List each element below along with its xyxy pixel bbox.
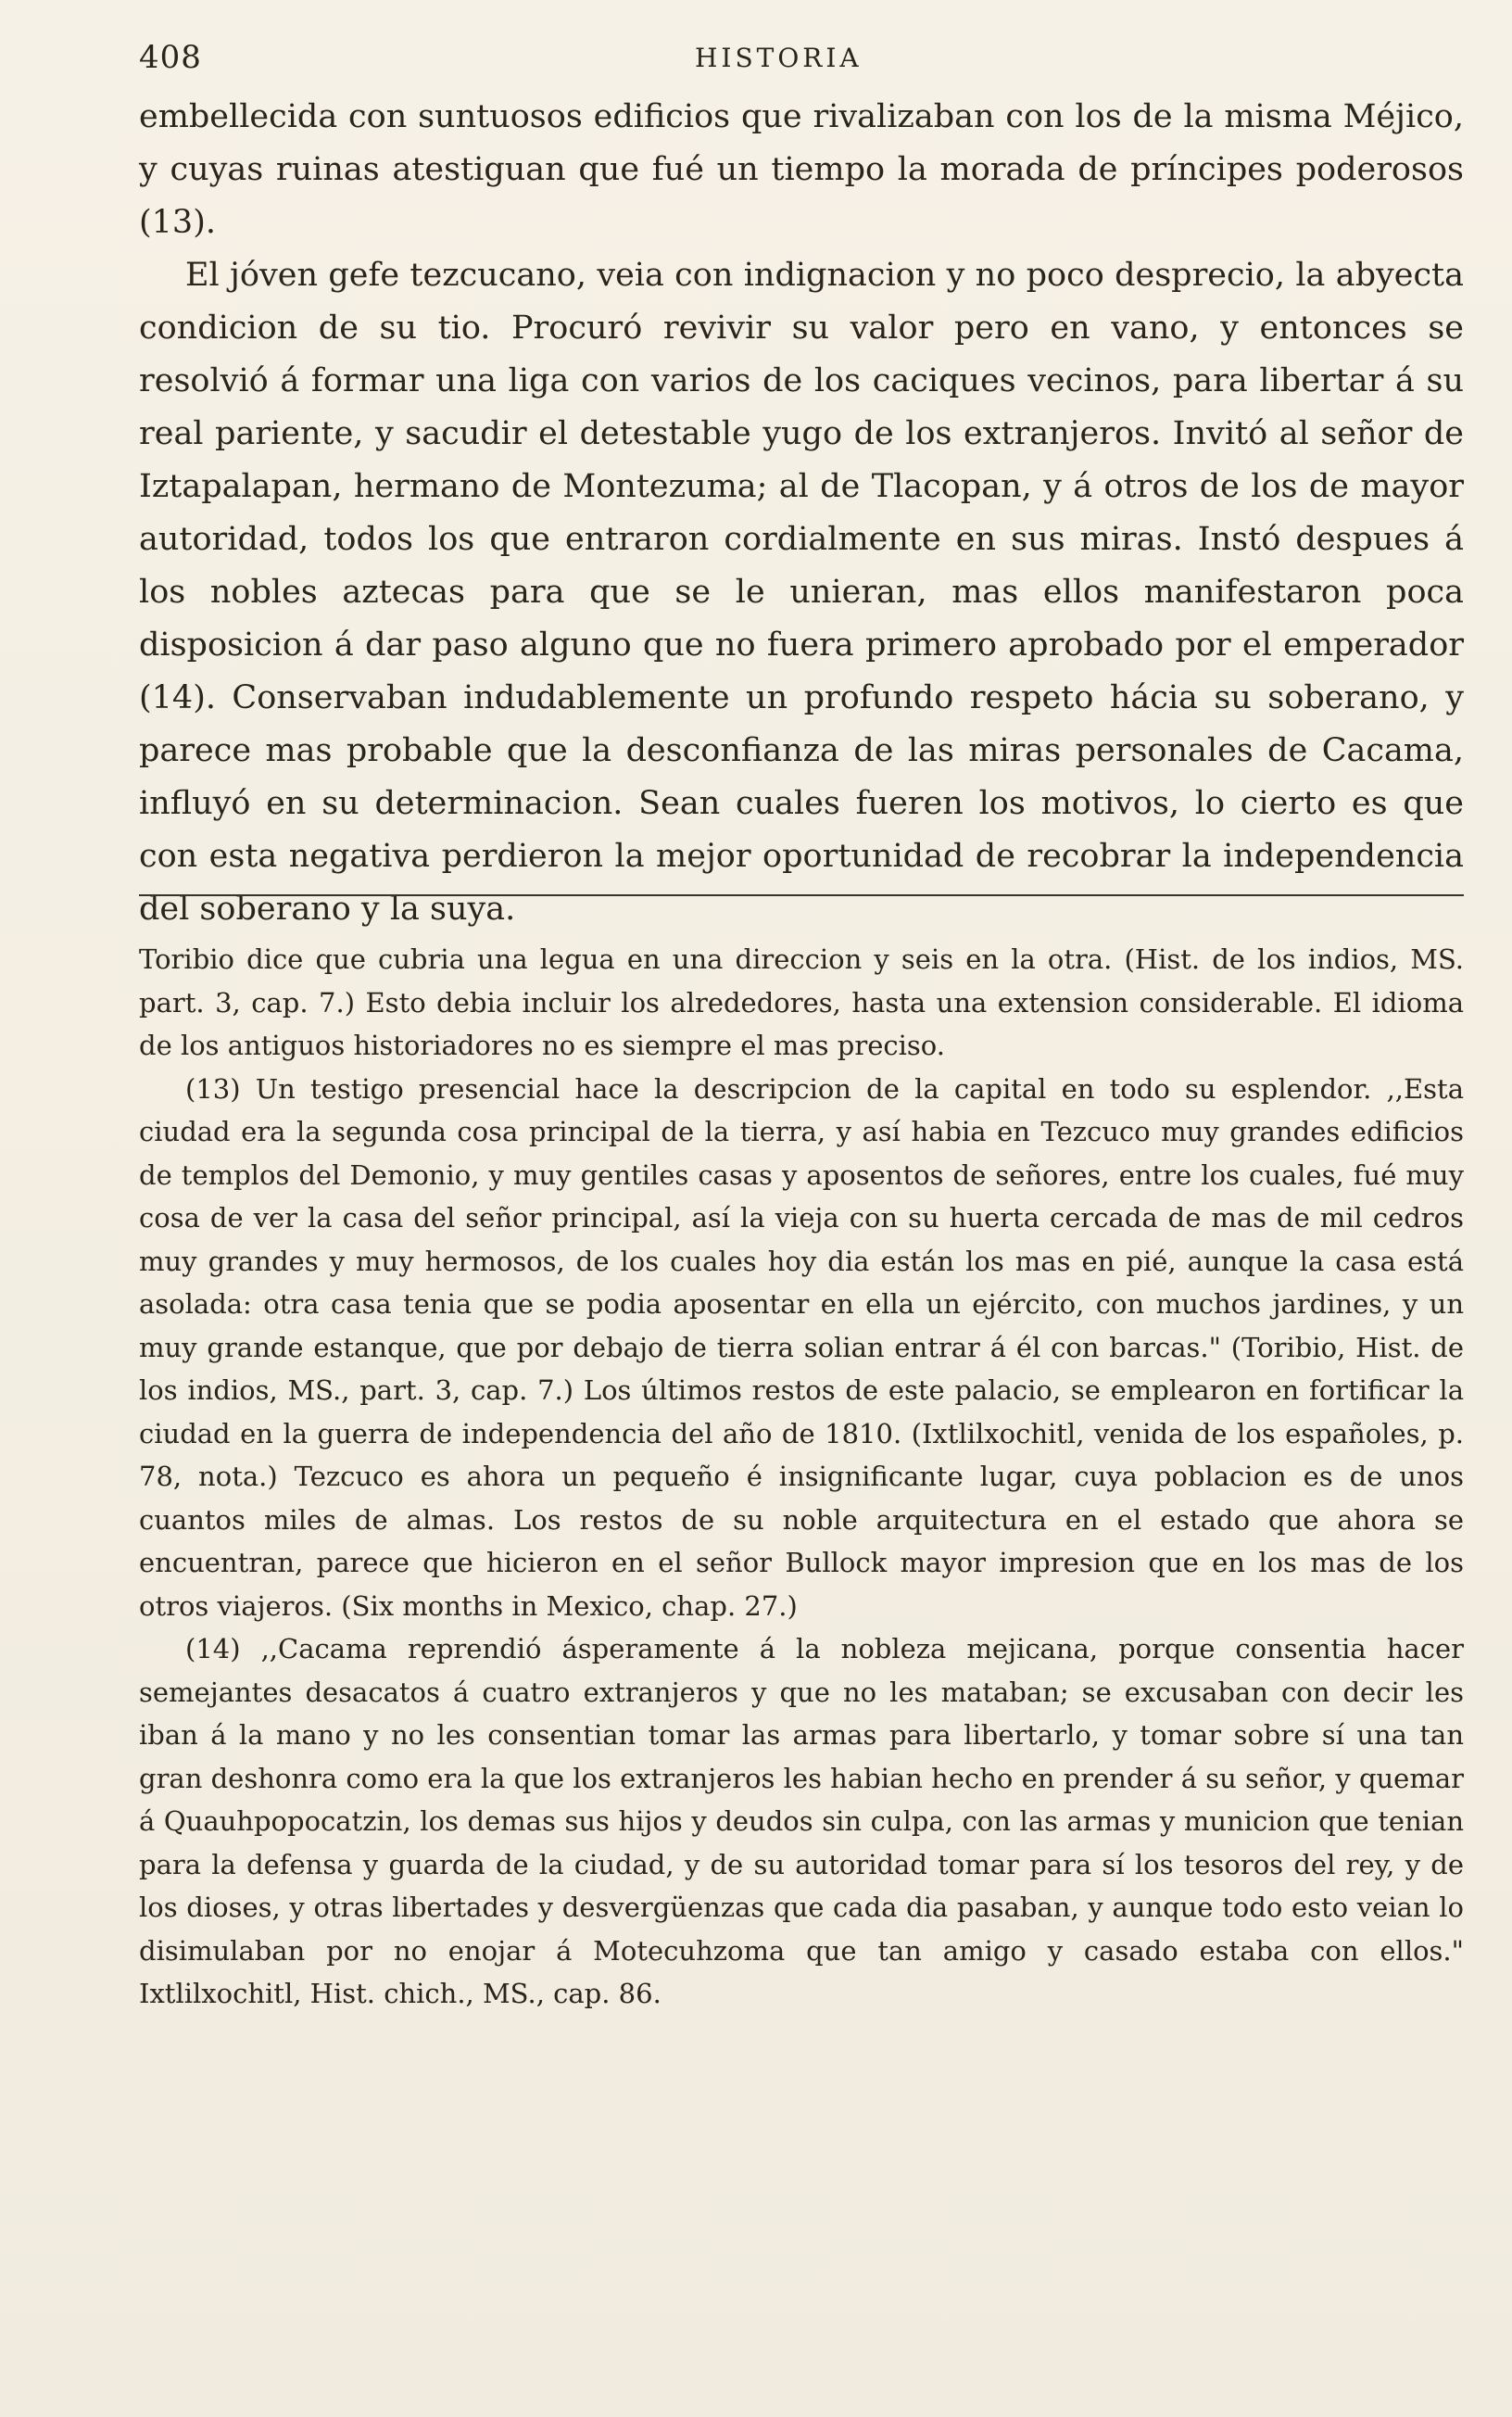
main-paragraph: El jóven gefe tezcucano, veia con indignacion y no poco desprecio, la abyecta condicion de su tio. Procuró revivir su valor pero en vano, y entonces se resolvió á formar una liga con varios de los caciques vecinos, para libertar á su real pariente, y sacudir el detestable yugo de los extranjeros. Invitó al señor de Iztapalapan, hermano de Montezuma; al de Tlacopan, y á otros de los de mayor autoridad, todos los que entraron cordialmente en sus miras. Instó despues á los nobles aztecas para que se le unieran, mas ellos manifestaron poca disposicion á dar paso alguno que no fuera primero aprobado por el emperador (14). Conservaban indudablemente un profundo respeto hácia su soberano, y parece mas probable que la desconfianza de las miras personales de Cacama, influyó en su determinacion. Sean cuales fueren los motivos, lo cierto es que con esta negativa perdieron la mejor oportunidad de recobrar la independencia del soberano y la suya. [139, 257, 1464, 928]
footnote-14: (14) ,,Cacama reprendió ásperamente á la nobleza mejicana, porque consentia hacer semejantes desacatos á cuatro extranjeros y que no les mataban; se excusaban con decir les iban á la mano y no les consentian tomar las armas para libertarlo, y tomar sobre sí una tan gran deshonra como era la que los extranjeros les habian hecho en prender á su señor, y quemar á Quauhpopocatzin, los demas sus hijos y deudos sin culpa, con las armas y municion que tenian para la defensa y guarda de la ciudad, y de su autoridad tomar para sí los tesoros del rey, y de los dioses, y otras libertades y desvergüenzas que cada dia pasaban, y aunque todo esto veian lo disimulaban por no enojar á Motecuhzoma que tan amigo y casado estaba con ellos." Ixtlilxochitl, Hist. chich., MS., cap. 86. [139, 1633, 1464, 2009]
page-number: 408 [139, 39, 202, 76]
running-title: HISTORIA [695, 43, 863, 73]
footnote-continuation: Toribio dice que cubria una legua en una direccion y seis en la otra. (Hist. de los indios, MS. part. 3, cap. 7.) Esto debia incluir los alrededores, hasta una extension considerable. El idioma de los antiguos historiadores no es siempre el mas preciso. [139, 943, 1464, 1061]
main-text [139, 91, 1464, 936]
footnotes [139, 938, 1464, 2016]
page-header [139, 39, 1464, 85]
footnote-13: (13) Un testigo presencial hace la descripcion de la capital en todo su esplendor. ,,Esta ciudad era la segunda cosa principal de la tierra, y así habia en Tezcuco muy grandes edificios de templos del Demonio, y muy gentiles casas y aposentos de señores, entre los cuales, fué muy cosa de ver la casa del señor principal, así la vieja con su huerta cercada de mas de mil cedros muy grandes y muy hermosos, de los cuales hoy dia están los mas en pié, aunque la casa está asolada: otra casa tenia que se podia aposentar en ella un ejército, con muchos jardines, y un muy grande estanque, que por debajo de tierra solian entrar á él con barcas." (Toribio, Hist. de los indios, MS., part. 3, cap. 7.) Los últimos restos de este palacio, se emplearon en fortificar la ciudad en la guerra de independencia del año de 1810. (Ixtlilxochitl, venida de los españoles, p. 78, nota.) Tezcuco es ahora un pequeño é insignificante lugar, cuya poblacion es de unos cuantos miles de almas. Los restos de su noble arquitectura en el estado que ahora se encuentran, parece que hicieron en el señor Bullock mayor impresion que en los mas de los otros viajeros. (Six months in Mexico, chap. 27.) [139, 1072, 1464, 1622]
footnote-divider [139, 894, 1464, 896]
main-paragraph: embellecida con suntuosos edificios que rivalizaban con los de la misma Méjico, y cuyas ruinas atestiguan que fué un tiempo la morada de príncipes poderosos (13). [139, 98, 1464, 241]
